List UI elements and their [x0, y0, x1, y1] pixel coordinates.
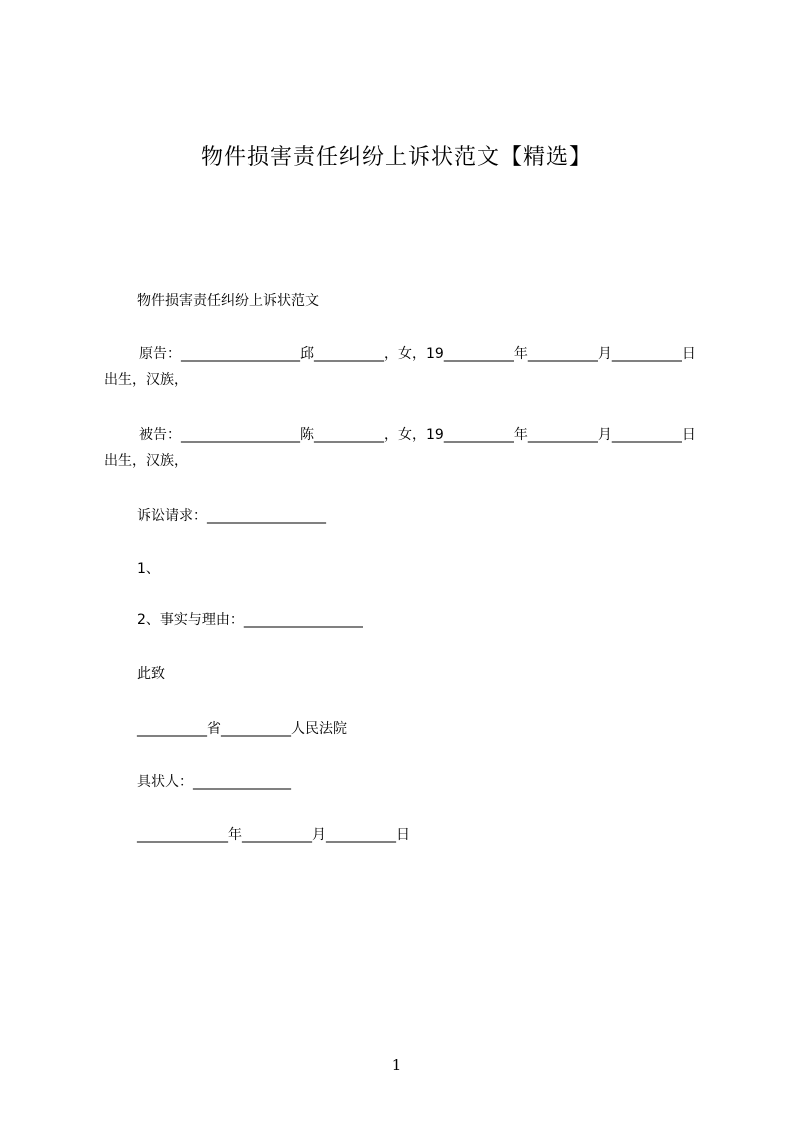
- date-line: _____________年__________月__________日: [137, 827, 410, 843]
- court-line: __________省__________人民法院: [137, 721, 347, 737]
- page-number: 1: [391, 1056, 402, 1074]
- plaintiff-paragraph: 原告：_________________邱__________，女，19__________年__________月__________日出生，汉族，: [104, 346, 696, 388]
- signer-line: 具状人：______________: [137, 774, 291, 790]
- claims-line: 诉讼请求：_________________: [137, 508, 326, 524]
- salutation: 此致: [137, 666, 165, 682]
- facts-and-reasons-line: 2、事实与理由：_________________: [137, 612, 363, 628]
- document-title: 物件损害责任纠纷上诉状范文【精选】: [200, 145, 592, 170]
- defendant-paragraph: 被告：_________________陈__________，女，19__________年__________月__________日出生，汉族，: [104, 427, 696, 469]
- claim-item-1: 1、: [137, 561, 160, 577]
- document-subtitle: 物件损害责任纠纷上诉状范文: [137, 293, 319, 309]
